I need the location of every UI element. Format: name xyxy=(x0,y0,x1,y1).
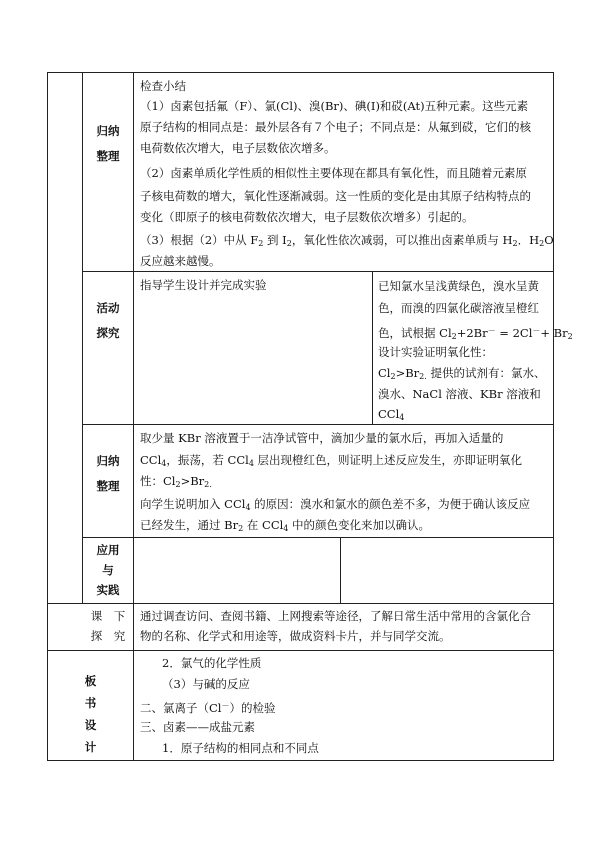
label-column-right xyxy=(133,72,134,761)
row-divider-5 xyxy=(47,650,553,651)
activity-task-line-7: CCl$_4$ xyxy=(378,407,405,422)
table-border-right xyxy=(553,72,554,761)
summary-line-3: 电荷数依次增大，电子层数依次增多。 xyxy=(140,141,336,155)
practice-split xyxy=(340,537,341,603)
activity-task-line-2: 色，而溴的四氯化碳溶液呈橙红 xyxy=(378,301,539,315)
row-label-after-class: 课 下 探 究 xyxy=(90,609,126,643)
board-line-5: 1．原子结构的相同点和不同点 xyxy=(162,741,319,755)
summary-line-8: 反应越来越慢。 xyxy=(140,254,221,268)
activity-task-line-3: 色，试根据 $Cl_2+2Br^- = 2Cl^-+ Br_2$ xyxy=(378,326,573,341)
table-border-top xyxy=(47,72,553,73)
row-label-summary-1: 归纳 整理 xyxy=(96,124,120,163)
table-border-bottom xyxy=(47,760,553,761)
summary-title: 检查小结 xyxy=(140,79,186,93)
row-divider-1 xyxy=(82,271,553,272)
summary-line-1: （1）卤素包括氟（F）、氯(Cl)、溴(Br)、碘(I)和砹(At)五种元素。这些元素 xyxy=(140,99,529,113)
row-label-practice: 应用 与 实践 xyxy=(96,543,120,597)
row-label-board: 板 书 设 计 xyxy=(84,674,97,754)
summary-line-6: 变化（即原子的核电荷数依次增大，电子层数依次增多）引起的。 xyxy=(140,210,474,224)
activity-task-line-6: 溴水、NaCl 溶液、KBr 溶液和 xyxy=(378,387,541,401)
board-line-1: 2．氯气的化学性质 xyxy=(162,656,262,670)
conclusion-line-4: 向学生说明加入 CCl$_4$ 的原因：溴水和氯水的颜色差不多，为便于确认该反应 xyxy=(140,497,531,512)
row-label-activity: 活动 探究 xyxy=(96,301,120,340)
row-divider-4 xyxy=(47,603,553,604)
activity-task-line-4: 设计实验证明氧化性： xyxy=(378,345,493,359)
activity-guidance: 指导学生设计并完成实验 xyxy=(140,278,267,292)
board-line-2: （3）与碱的反应 xyxy=(162,677,250,691)
activity-split xyxy=(372,271,373,424)
row-divider-2 xyxy=(82,424,553,425)
conclusion-line-1: 取少量 KBr 溶液置于一洁净试管中，滴加少量的氯水后，再加入适量的 xyxy=(140,431,504,445)
after-class-line-1: 通过调查访问、查阅书籍、上网搜索等途径，了解日常生活中常用的含氯化合 xyxy=(140,609,531,623)
conclusion-line-5: 已经发生，通过 $Br_2$ 在 CCl$_4$ 中的颜色变化来加以确认。 xyxy=(140,518,431,533)
activity-task-line-1: 已知氯水呈浅黄绿色，溴水呈黄 xyxy=(378,279,539,293)
conclusion-line-2: CCl$_4$，振荡，若 CCl$_4$ 层出现橙红色，则证明上述反应发生，亦即证明氧化 xyxy=(140,453,523,468)
summary-line-2: 原子结构的相同点是：最外层各有７个电子；不同点是：从氟到砹，它们的核 xyxy=(140,120,531,134)
summary-line-4: （2）卤素单质化学性质的相似性主要体现在都具有氧化性，而且随着元素原 xyxy=(140,166,527,180)
board-line-3: 二、氯离子（Cl－）的检验 xyxy=(140,701,276,715)
conclusion-line-3: 性：$Cl_2>Br_{2.}$ xyxy=(140,474,212,489)
summary-line-5: 子核电荷数的增大，氧化性逐渐减弱。这一性质的变化是由其原子结构特点的 xyxy=(140,189,531,203)
after-class-line-2: 物的名称、化学式和用途等，做成资料卡片，并与同学交流。 xyxy=(140,629,451,643)
table-border-left xyxy=(47,72,48,761)
activity-task-line-5: $Cl_2>Br_{2.}$ 提供的试剂有：氯水、 xyxy=(378,366,546,381)
summary-line-7: （3）根据（2）中从 $F_2$ 到 $I_2$，氧化性依次减弱，可以推出卤素单质与 $H_2$．$H_2O$ xyxy=(140,233,554,248)
row-label-summary-2: 归纳 整理 xyxy=(96,454,120,493)
board-line-4: 三、卤素——成盐元素 xyxy=(140,720,255,734)
